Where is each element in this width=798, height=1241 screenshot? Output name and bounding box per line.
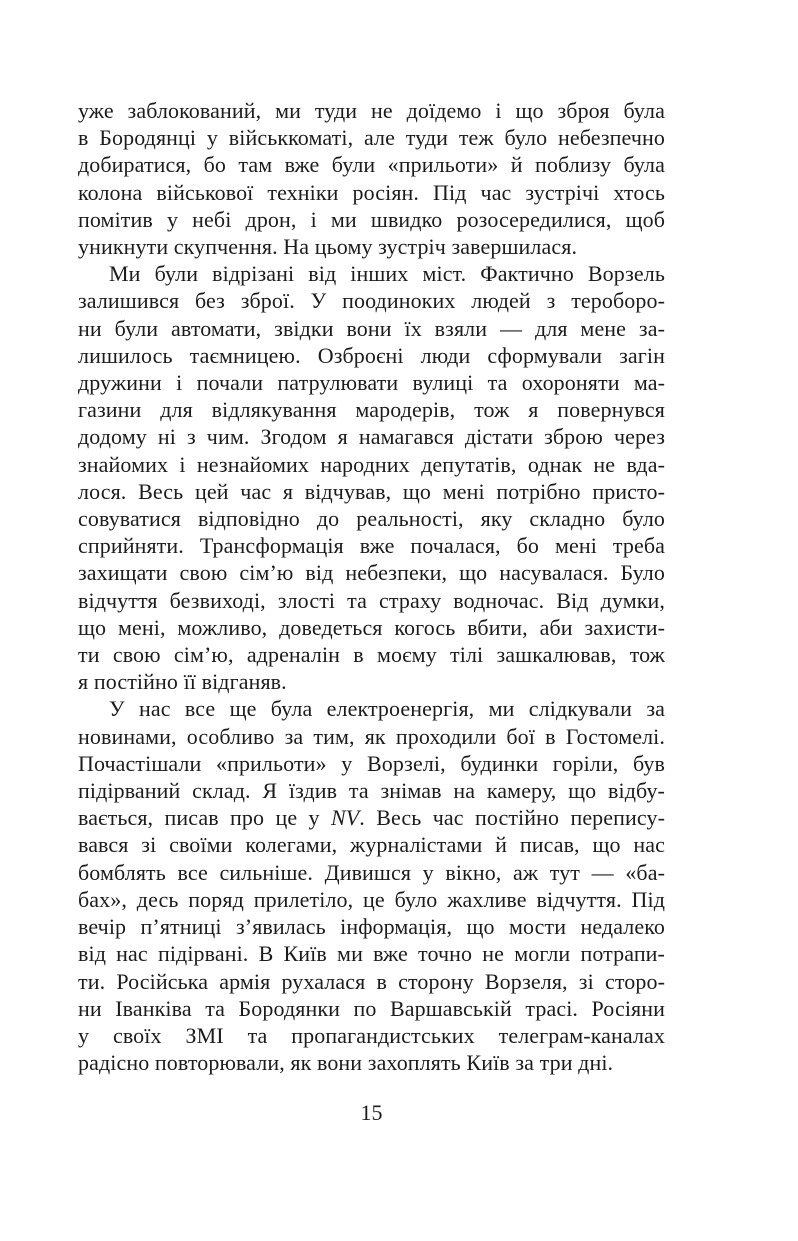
text-line: газини для відлякування мародерів, тож я повернувся: [78, 397, 665, 423]
paragraph: [78, 97, 665, 260]
text-line: сприйняти. Трансформація вже почалася, бо мені треба: [78, 533, 665, 559]
text-line: Почастішали «прильоти» у Ворзелі, будинки горіли, був: [78, 750, 665, 776]
page-number: 15: [360, 1100, 383, 1125]
text-line: бомблять все сильніше. Дивишся у вікно, аж тут — «ба-: [78, 859, 665, 885]
text-line: радісно повторювали, як вони захоплять Київ за три дні.: [78, 1050, 614, 1076]
text-line: ни Іванківа та Бородянки по Варшавській трасі. Росіяни: [78, 995, 665, 1021]
text-line: новинами, особливо за тим, як проходили бої в Гостомелі.: [78, 723, 665, 749]
text-line: ти. Російська армія рухалася в сторону Ворзеля, зі сторо-: [78, 968, 665, 994]
text-line: уже заблокований, ми туди не доїдемо і що зброя була: [78, 98, 665, 123]
text-line: я постійно її відганяв.: [78, 669, 287, 695]
paragraph: [78, 695, 665, 1076]
text-line: захищати свою сім’ю від небезпеки, що насувалася. Було: [78, 560, 665, 586]
text-line: ни були автомати, звідки вони їх взяли — для мене за-: [78, 315, 665, 341]
text-line: відчуття безвиході, злості та страху водночас. Від думки,: [78, 587, 665, 613]
text-line: вався зі своїми колегами, журналістами й писав, що нас: [78, 832, 665, 858]
text-line: У нас все ще була електроенергія, ми слідкували за: [109, 696, 665, 722]
text-line: уникнути скупчення. На цьому зустріч завершилася.: [78, 234, 578, 260]
text-line: в Бородянці у військкоматі, але туди теж було небезпечно: [78, 125, 665, 151]
text-line: у своїх ЗМІ та пропагандистських телеграм-каналах: [78, 1022, 665, 1048]
text-line: колона військової техніки росіян. Під час зустрічі хтось: [78, 179, 665, 205]
text-block: [78, 97, 665, 1076]
text-line: Ми були відрізані від інших міст. Фактично Ворзель: [109, 261, 665, 287]
text-line: добиратися, бо там вже були «прильоти» й поблизу була: [78, 152, 665, 178]
text-line: від нас підірвані. В Київ ми вже точно не могли потрапи-: [78, 941, 665, 967]
text-line: підірваний склад. Я їздив та знімав на камеру, що відбу-: [78, 778, 665, 804]
text-line: помітив у небі дрон, і ми швидко розосередилися, щоб: [78, 206, 665, 232]
text-line: залишився без зброї. У поодиноких людей з тероборо-: [78, 288, 665, 314]
text-line: совуватися відповідно до реальності, яку складно було: [78, 506, 665, 532]
text-segment: вається, писав про це у: [78, 805, 331, 831]
text-line: лишилось таємницею. Озброєні люди сформували загін: [78, 342, 665, 368]
text-line: додому ні з чим. Згодом я намагався дістати зброю через: [78, 424, 665, 450]
text-line: лося. Весь цей час я відчував, що мені потрібно присто-: [78, 478, 665, 504]
italic-text: NV: [330, 805, 360, 831]
text-line: ти свою сім’ю, адреналін в моєму тілі зашкалював, тож: [78, 642, 665, 668]
text-line: вечір п’ятниці з’явилась інформація, що мости недалеко: [78, 914, 665, 940]
text-line: дружини і почали патрулювати вулиці та охороняти ма-: [78, 370, 665, 396]
text-line: [78, 804, 665, 831]
text-line: бах», десь поряд прилетіло, це було жахливе відчуття. Під: [78, 886, 665, 912]
paragraph: [78, 260, 665, 695]
text-segment: . Весь час постійно перепису-: [359, 805, 665, 831]
text-line: що мені, можливо, доведеться когось вбити, аби захисти-: [78, 614, 665, 640]
text-line: знайомих і незнайомих народних депутатів, однак не вда-: [78, 451, 665, 477]
